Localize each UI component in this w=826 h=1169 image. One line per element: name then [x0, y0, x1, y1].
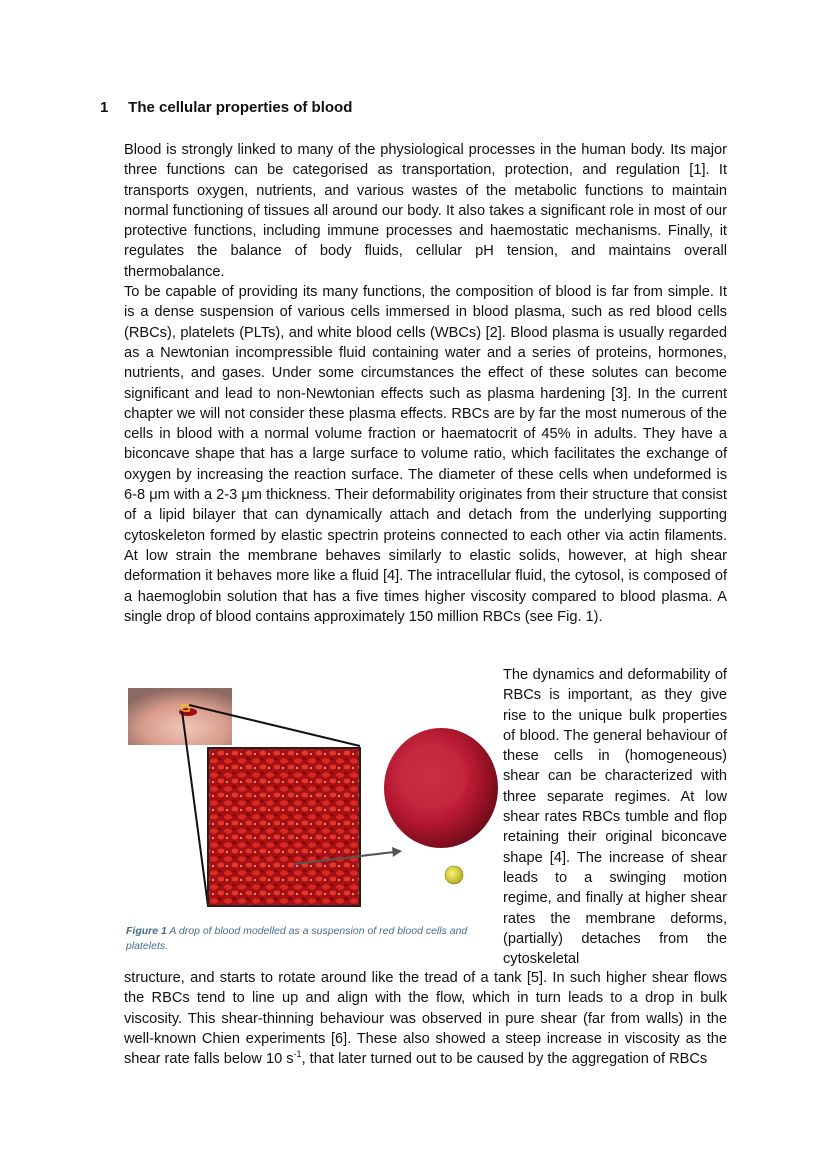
figure-1 — [126, 686, 498, 918]
paragraph — [124, 968, 727, 1069]
finger-photo — [128, 688, 232, 745]
section-title: The cellular properties of blood — [128, 99, 353, 116]
platelet-model — [445, 866, 463, 884]
main-body — [124, 140, 727, 627]
continuation-tail: , that later turned out to be caused by the aggregation of RBCs — [301, 1051, 708, 1068]
paragraph: To be capable of providing its many functions, the composition of blood is far from simple. It is a dense suspension of various cells immersed in blood plasma, such as red blood cells (RBCs), platelets (PLTs), and white blood cells (WBCs) [2]. Blood plasma is usually regarded as a Newtonian incompressible fluid containing water and a series of proteins, hormones, nutrients, and gases. Under some circumstances the effect of these solutes can become significant and lead to non-Newtonian effects such as plasma hardening [3]. In the current chapter we will not consider these plasma effects. RBCs are by far the most numerous of the cells in blood with a normal volume fraction or haematocrit of 45% in adults. They have a biconcave shape that has a large surface to volume ratio, which facilitates the exchange of oxygen by increasing the reaction surface. The diameter of these cells when undeformed is 6-8 μm with a 2-3 μm thickness. Their deformability originates from their structure that consist of a lipid bilayer that can dynamically attach and detach from the underlying supporting cytoskeleton formed by elastic spectrin proteins connected to each other via actin filaments. At low strain the membrane behaves similarly to elastic solids, however, at high shear deformation it behaves more like a fluid [4]. The intracellular fluid, the cytosol, is composed of a haemoglobin solution that has a five times higher viscosity compared to blood plasma. A single drop of blood contains approximately 150 million RBCs (see Fig. 1). — [124, 284, 727, 625]
wrapped-text-column — [503, 665, 727, 969]
section-heading — [100, 99, 352, 116]
paragraph: Blood is strongly linked to many of the physiological processes in the human body. Its major three functions can be categorised as transportation, protection, and regulation [1]. It transports oxygen, nutrients, and various wastes of the metabolic functions to maintain normal functioning of tissues all around our body. It also takes a significant role in most of our protective functions, including immune processes and haemostatic mechanisms. Finally, it regulates the balance of body fluids, cellular pH tension, and maintains overall thermobalance. — [124, 142, 727, 280]
unit-exponent: -1 — [293, 1049, 302, 1060]
blood-drop-illustration — [126, 686, 498, 918]
blood-suspension-image — [208, 748, 360, 906]
figure-label: Figure 1 — [126, 925, 167, 937]
paragraph: The dynamics and deformability of RBCs is important, as they give rise to the unique bulk properties of blood. The general behaviour of these cells in (homogeneous) shear can be characterized with three separate regimes. At low shear rates RBCs tumble and flop retaining their original biconcave shape [4]. The increase of shear leads to a swinging motion regime, and finally at higher shear rates the membrane deforms, (partially) detaches from the cytoskeletal — [503, 667, 727, 968]
section-number: 1 — [100, 99, 109, 116]
continuation-text — [124, 968, 727, 1069]
figure-caption-text: A drop of blood modelled as a suspension of red blood cells and platelets. — [126, 925, 468, 952]
figure-caption — [126, 924, 498, 954]
continuation-body: structure, and starts to rotate around like the tread of a tank [5]. In such higher shear flows the RBCs tend to line up and align with the flow, which in turn leads to a drop in bulk viscosity. This shear-thinning behaviour was observed in pure shear (far from walls) in the well-known Chien experiments [6]. These also showed a steep increase in viscosity as the shear rate falls below 10 s — [124, 970, 727, 1068]
